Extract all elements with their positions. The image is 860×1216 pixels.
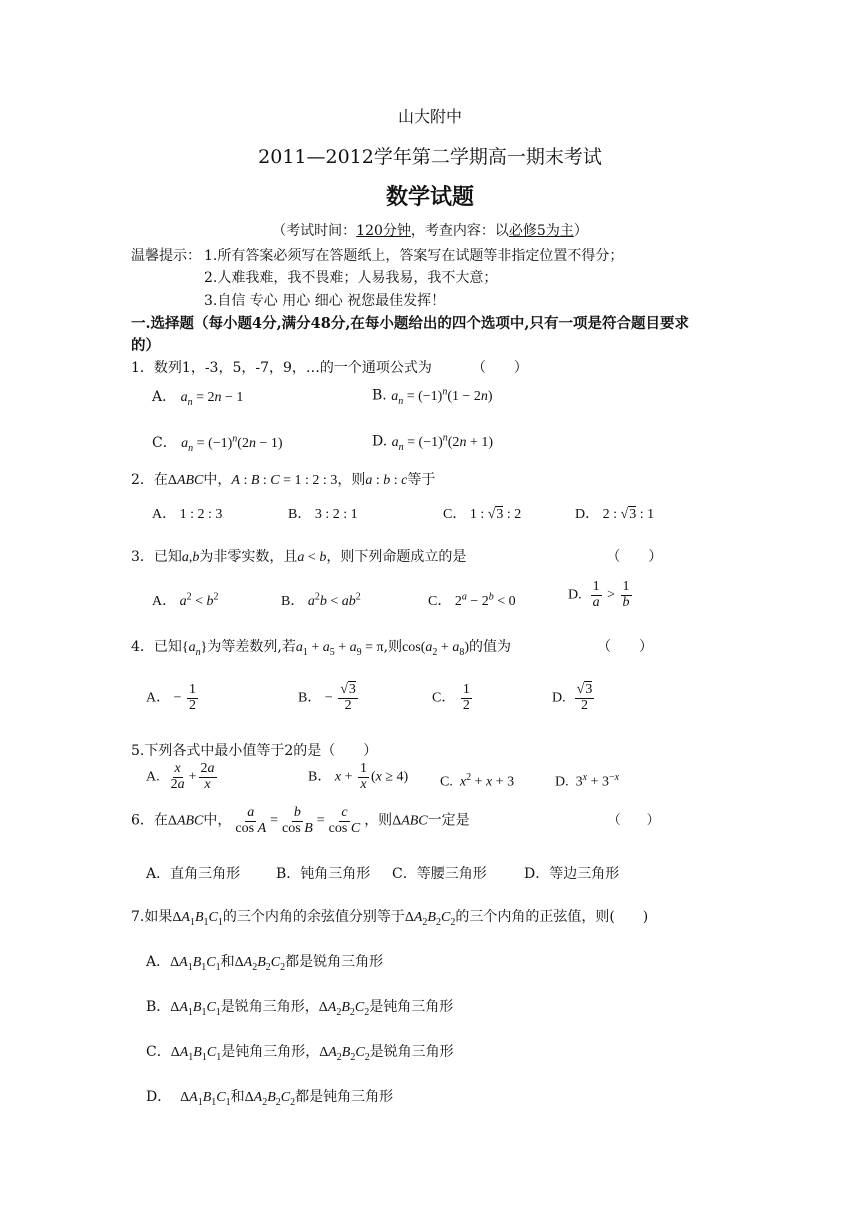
tip-1: 1.所有答案必须写在答题纸上，答案写在试题等非指定位置不得分； [204,248,624,264]
q4-option-c: C． $\frac{1}{2}$ [432,682,470,713]
question-5: 5.下列各式中最小值等于2的是（ ） [131,743,378,759]
section-heading: 一.选择题（每小题4分,满分48分,在每小题给出的四个选项中,只有一项是符合题目要求 [131,315,689,332]
q1-option-a: A． $a_n = 2n - 1$ [152,389,244,408]
question-1: 1．数列1，-3，5，-7，9，…的一个通项公式为 （ ） [131,360,528,376]
school-name: 山大附中 [397,107,462,126]
q3-option-a: A． $a^2 < b^2$ [152,591,219,609]
q3-option-d: D. $\frac{1}{a}$ > $\frac{1}{b}$ [568,579,630,610]
q5-option-a: A. $\frac{x}{2a}$ + $\frac{2a}{x}$ [146,761,215,792]
q1-option-b: B. $a_n = (-1)^n(1 - 2n)$ [372,386,493,407]
q4-option-a: A． − $\frac{1}{2}$ [146,682,197,713]
q6-option-c: C．等腰三角形 [392,866,487,882]
q4-option-d: D. $\frac{√3}{2}$ [552,682,593,713]
question-2: 2．在ΔABC中，A : B : C = 1 : 2 : 3，则a : b : c等于 [131,472,436,488]
q6-option-a: A．直角三角形 [146,866,241,882]
q7-option-d: D． $\Delta A_1B_1C_1$和$\Delta A_2B_2C_2$都是钝角三角形 [146,1089,394,1108]
q2-option-a: A． 1 : 2 : 3 [152,507,223,522]
tip-3: 3.自信 专心 用心 细心 祝您最佳发挥！ [204,293,446,309]
q2-option-b: B． 3 : 2 : 1 [288,507,358,522]
tip-2: 2.人难我难，我不畏难；人易我易，我不大意； [204,270,498,286]
q6-option-d: D．等边三角形 [524,866,620,882]
question-7: 7.如果$\Delta A_1B_1C_1$的三个内角的余弦值分别等于$\Delta A_2B_2C_2$的三个内角的正弦值，则( ) [131,909,649,928]
q7-option-a: A．$\Delta A_1B_1C_1$和$\Delta A_2B_2C_2$都是锐角三角形 [146,954,384,973]
section-heading-cont: 的） [131,337,160,354]
q3-option-b: B． $a^2b < ab^2$ [281,591,361,609]
q1-option-c: C． $a_n = (-1)^n(2n - 1)$ [152,433,283,454]
q5-option-c: C. $x^2 + x + 3$ [440,772,515,790]
q1-option-d: D. $a_n = (-1)^n(2n + 1)$ [372,432,493,453]
q2-option-c: C． 1 : √3 : 2 [443,507,522,522]
tips-label: 温馨提示： [131,248,201,264]
q6-option-b: B．钝角三角形 [276,866,371,882]
exam-title: 2011—2012学年第二学期高一期末考试 [258,146,602,168]
q5-option-d: D. $3^x + 3^{-x}$ [555,772,620,790]
q7-option-c: C．$\Delta A_1B_1C_1$是钝角三角形，$\Delta A_2B_2C_2$是锐角三角形 [146,1044,454,1063]
q7-option-b: B．$\Delta A_1B_1C_1$是锐角三角形，$\Delta A_2B_2C_2$是钝角三角形 [146,999,454,1018]
exam-info: （考试时间：120分钟，考查内容：以必修5为主） [272,223,588,239]
question-3: 3．已知a,b为非零实数，且a < b，则下列命题成立的是 （ ） [131,549,663,565]
q5-option-b: B． x + $\frac{1}{x}$ (x ≥ 4) [308,761,409,792]
question-6: 6．在ΔABC中， $\frac{a}{\text{cos A}}$ = $\frac{b}{\text{cos B}}$ = $\frac{c}{\text{cos C}}$ ，则ΔABC一定是 （ ） [131,805,660,836]
question-4: 4．已知$\{a_n\}$为等差数列,若$a_1 + a_5 + a_9 = \pi$,则$\cos(a_2 + a_8)$的值为 （ ） [131,639,653,658]
q3-option-c: C． $2^a - 2^b < 0$ [428,591,516,609]
q4-option-b: B． − $\frac{√3}{2}$ [298,682,356,713]
subject-title: 数学试题 [385,184,474,210]
q2-option-d: D． 2 : √3 : 1 [575,507,655,522]
